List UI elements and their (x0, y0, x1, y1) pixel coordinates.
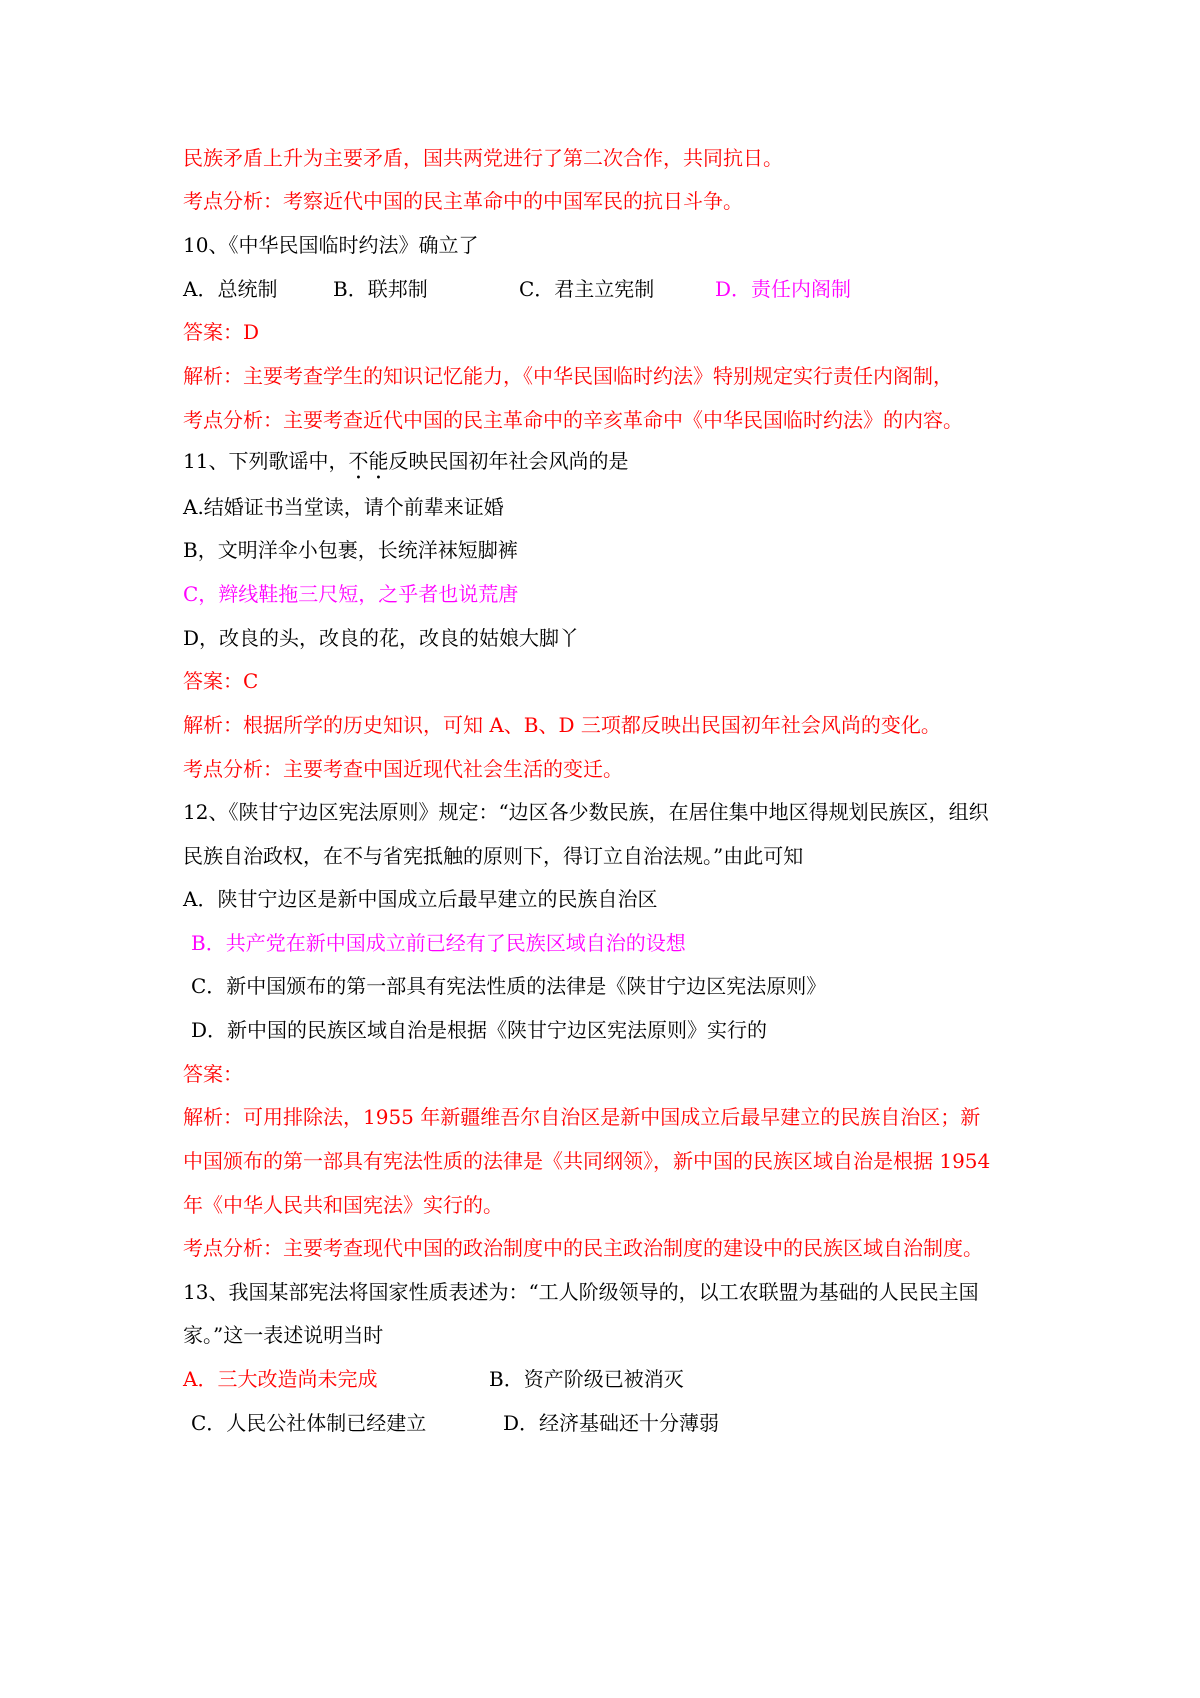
analysis-continuation-line: 民族矛盾上升为主要矛盾，国共两党进行了第二次合作，共同抗日。 (183, 146, 783, 170)
question-11-option-b: B，文明洋伞小包裹，长统洋袜短脚裤 (183, 538, 518, 562)
question-11-stem (183, 448, 628, 474)
question-10-point-analysis: 考点分析：主要考查近代中国的民主革命中的辛亥革命中《中华民国临时约法》的内容。 (183, 408, 963, 432)
question-12-point-analysis: 考点分析：主要考查现代中国的政治制度中的民主政治制度的建设中的民族区域自治制度。 (183, 1236, 983, 1260)
question-10-option-d: D．责任内阁制 (715, 277, 852, 301)
question-12-option-d: D．新中国的民族区域自治是根据《陕甘宁边区宪法原则》实行的 (191, 1018, 768, 1042)
question-11-answer: 答案：C (183, 669, 259, 693)
question-13-options-row-1 (183, 1366, 1083, 1392)
question-10-option-a: A．总统制 (183, 277, 278, 301)
question-13-option-c: C．人民公社体制已经建立 (191, 1411, 427, 1435)
question-13-option-b: B．资产阶级已被消灭 (489, 1367, 684, 1391)
question-10-analysis: 解析：主要考查学生的知识记忆能力，《中华民国临时约法》特别规定实行责任内阁制， (183, 364, 953, 388)
question-13-option-a: A．三大改造尚未完成 (183, 1367, 378, 1391)
question-12-answer: 答案： (183, 1062, 243, 1086)
question-12-option-b: B．共产党在新中国成立前已经有了民族区域自治的设想 (191, 931, 686, 955)
question-10-option-b: B．联邦制 (333, 277, 428, 301)
question-10-options (183, 276, 1083, 302)
question-11-option-d: D，改良的头，改良的花，改良的姑娘大脚丫 (183, 626, 580, 650)
question-12-analysis-line-2: 中国颁布的第一部具有宪法性质的法律是《共同纲领》，新中国的民族区域自治是根据 1954 (183, 1149, 991, 1173)
question-12-option-a: A．陕甘宁边区是新中国成立后最早建立的民族自治区 (183, 887, 658, 911)
question-11-point-analysis: 考点分析：主要考查中国近现代社会生活的变迁。 (183, 757, 623, 781)
question-12-option-c: C．新中国颁布的第一部具有宪法性质的法律是《陕甘宁边区宪法原则》 (191, 974, 827, 998)
question-13-stem-line-1: 13、我国某部宪法将国家性质表述为：“工人阶级领导的，以工农联盟为基础的人民民主国 (183, 1280, 979, 1304)
question-11-option-c: C，辫线鞋拖三尺短，之乎者也说荒唐 (183, 582, 519, 606)
question-11-stem-emphasis: 不能 (348, 449, 389, 473)
question-12-analysis-line-1: 解析：可用排除法，1955 年新疆维吾尔自治区是新中国成立后最早建立的民族自治区；新 (183, 1105, 981, 1129)
question-11-analysis: 解析：根据所学的历史知识，可知 A、B、D 三项都反映出民国初年社会风尚的变化。 (183, 713, 941, 737)
question-13-stem-line-2: 家。”这一表述说明当时 (183, 1323, 384, 1347)
point-analysis-line: 考点分析：考察近代中国的民主革命中的中国军民的抗日斗争。 (183, 189, 743, 213)
question-10-stem: 10、《中华民国临时约法》确立了 (183, 233, 479, 257)
question-11-stem-post: 反映民国初年社会风尚的是 (388, 449, 629, 473)
question-11-option-a: A.结婚证书当堂读，请个前辈来证婚 (183, 495, 504, 519)
question-10-answer: 答案：D (183, 320, 260, 344)
question-13-options-row-2 (183, 1410, 1083, 1436)
question-10-option-c: C．君主立宪制 (519, 277, 655, 301)
question-12-analysis-line-3: 年《中华人民共和国宪法》实行的。 (183, 1193, 503, 1217)
question-13-option-d: D．经济基础还十分薄弱 (503, 1411, 720, 1435)
question-12-stem-line-1: 12、《陕甘宁边区宪法原则》规定：“边区各少数民族，在居住集中地区得规划民族区，组织 (183, 800, 989, 824)
question-12-stem-line-2: 民族自治政权，在不与省宪抵触的原则下，得订立自治法规。”由此可知 (183, 844, 804, 868)
question-11-stem-pre: 11、下列歌谣中， (183, 449, 349, 473)
